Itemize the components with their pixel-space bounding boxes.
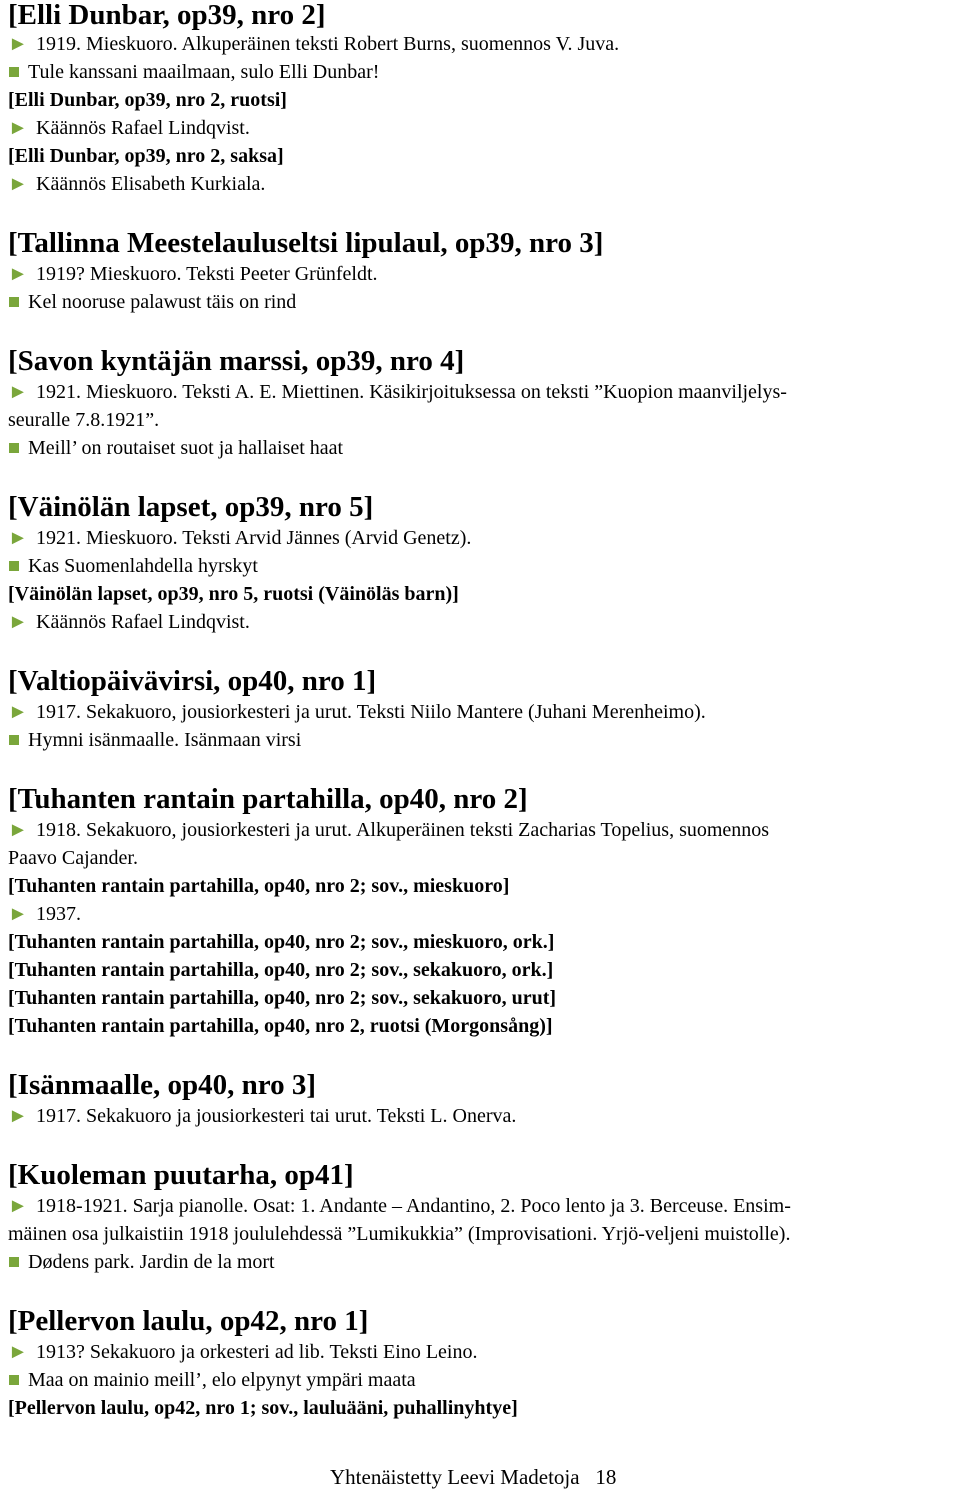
version-title: [Väinölän lapset, op39, nro 5, ruotsi (Väinöläs barn)] bbox=[8, 583, 459, 605]
version-info: ► 1937. bbox=[8, 900, 956, 928]
triangle-bullet-icon: ► bbox=[8, 381, 28, 403]
triangle-bullet-icon: ► bbox=[8, 173, 28, 195]
entry-info: ► 1921. Mieskuoro. Teksti Arvid Jännes (Arvid Genetz). bbox=[8, 524, 956, 552]
version-title: [Tuhanten rantain partahilla, op40, nro 2; sov., mieskuoro, ork.] bbox=[8, 931, 555, 953]
entry-info: ► 1918-1921. Sarja pianolle. Osat: 1. Andante – Andantino, 2. Poco lento ja 3. Berceuse. Ensim- bbox=[8, 1192, 956, 1220]
entry-incipit: Hymni isänmaalle. Isänmaan virsi bbox=[8, 726, 956, 754]
entry-info: ► 1919? Mieskuoro. Teksti Peeter Grünfeldt. bbox=[8, 260, 956, 288]
entry-title: [Tallinna Meestelauluseltsi lipulaul, op39, nro 3] bbox=[8, 227, 604, 259]
entry-incipit: Dødens park. Jardin de la mort bbox=[8, 1248, 956, 1276]
entry-info-continued: Paavo Cajander. bbox=[8, 847, 138, 869]
entry-title: [Savon kyntäjän marssi, op39, nro 4] bbox=[8, 345, 465, 377]
entry-info-continued: mäinen osa julkaistiin 1918 joululehdessä ”Lumikukkia” (Improvisationi. Yrjö-veljeni muistolle). bbox=[8, 1223, 791, 1245]
entry-title: [Pellervon laulu, op42, nro 1] bbox=[8, 1305, 369, 1337]
version-title: [Tuhanten rantain partahilla, op40, nro 2; sov., sekakuoro, ork.] bbox=[8, 959, 554, 981]
triangle-bullet-icon: ► bbox=[8, 611, 28, 633]
triangle-bullet-icon: ► bbox=[8, 701, 28, 723]
triangle-bullet-icon: ► bbox=[8, 1105, 28, 1127]
square-bullet-icon bbox=[9, 443, 19, 453]
entry-title: [Väinölän lapset, op39, nro 5] bbox=[8, 491, 374, 523]
triangle-bullet-icon: ► bbox=[8, 1341, 28, 1363]
entry-info: ► 1917. Sekakuoro, jousiorkesteri ja urut. Teksti Niilo Mantere (Juhani Merenheimo). bbox=[8, 698, 956, 726]
entry-incipit: Kas Suomenlahdella hyrskyt bbox=[8, 552, 956, 580]
version-info: ► Käännös Rafael Lindqvist. bbox=[8, 608, 956, 636]
square-bullet-icon bbox=[9, 735, 19, 745]
entry-info-continued: seuralle 7.8.1921”. bbox=[8, 409, 160, 431]
version-title: [Elli Dunbar, op39, nro 2, ruotsi] bbox=[8, 89, 287, 111]
triangle-bullet-icon: ► bbox=[8, 527, 28, 549]
triangle-bullet-icon: ► bbox=[8, 33, 28, 55]
document-page bbox=[8, 0, 956, 1422]
version-title: [Elli Dunbar, op39, nro 2, saksa] bbox=[8, 145, 284, 167]
entry-info: ► 1917. Sekakuoro ja jousiorkesteri tai urut. Teksti L. Onerva. bbox=[8, 1102, 956, 1130]
square-bullet-icon bbox=[9, 1375, 19, 1385]
square-bullet-icon bbox=[9, 67, 19, 77]
triangle-bullet-icon: ► bbox=[8, 117, 28, 139]
entry-info: ► 1918. Sekakuoro, jousiorkesteri ja urut. Alkuperäinen teksti Zacharias Topelius, suomennos bbox=[8, 816, 956, 844]
square-bullet-icon bbox=[9, 561, 19, 571]
triangle-bullet-icon: ► bbox=[8, 819, 28, 841]
version-info: ► Käännös Elisabeth Kurkiala. bbox=[8, 170, 956, 198]
entry-incipit: Maa on mainio meill’, elo elpynyt ympäri maata bbox=[8, 1366, 956, 1394]
page-footer: Yhtenäistetty Leevi Madetoja 18 bbox=[330, 1465, 617, 1489]
version-title: [Pellervon laulu, op42, nro 1; sov., lauluääni, puhallinyhtye] bbox=[8, 1397, 518, 1419]
entry-title: [Valtiopäivävirsi, op40, nro 1] bbox=[8, 665, 377, 697]
entry-info: ► 1913? Sekakuoro ja orkesteri ad lib. Teksti Eino Leino. bbox=[8, 1338, 956, 1366]
version-title: [Tuhanten rantain partahilla, op40, nro 2, ruotsi (Morgonsång)] bbox=[8, 1015, 553, 1037]
version-info: ► Käännös Rafael Lindqvist. bbox=[8, 114, 956, 142]
entry-info: ► 1919. Mieskuoro. Alkuperäinen teksti Robert Burns, suomennos V. Juva. bbox=[8, 30, 956, 58]
entry-incipit: Kel nooruse palawust täis on rind bbox=[8, 288, 956, 316]
square-bullet-icon bbox=[9, 1257, 19, 1267]
triangle-bullet-icon: ► bbox=[8, 903, 28, 925]
entry-incipit: Meill’ on routaiset suot ja hallaiset haat bbox=[8, 434, 956, 462]
entry-title: [Tuhanten rantain partahilla, op40, nro 2] bbox=[8, 783, 528, 815]
triangle-bullet-icon: ► bbox=[8, 263, 28, 285]
entry-title: [Isänmaalle, op40, nro 3] bbox=[8, 1069, 317, 1101]
version-title: [Tuhanten rantain partahilla, op40, nro 2; sov., mieskuoro] bbox=[8, 875, 510, 897]
entry-title: [Elli Dunbar, op39, nro 2] bbox=[8, 0, 326, 31]
square-bullet-icon bbox=[9, 297, 19, 307]
entry-info: ► 1921. Mieskuoro. Teksti A. E. Miettinen. Käsikirjoituksessa on teksti ”Kuopion maanviljelys- bbox=[8, 378, 956, 406]
entry-title: [Kuoleman puutarha, op41] bbox=[8, 1159, 354, 1191]
version-title: [Tuhanten rantain partahilla, op40, nro 2; sov., sekakuoro, urut] bbox=[8, 987, 557, 1009]
triangle-bullet-icon: ► bbox=[8, 1195, 28, 1217]
entry-incipit: Tule kanssani maailmaan, sulo Elli Dunbar! bbox=[8, 58, 956, 86]
